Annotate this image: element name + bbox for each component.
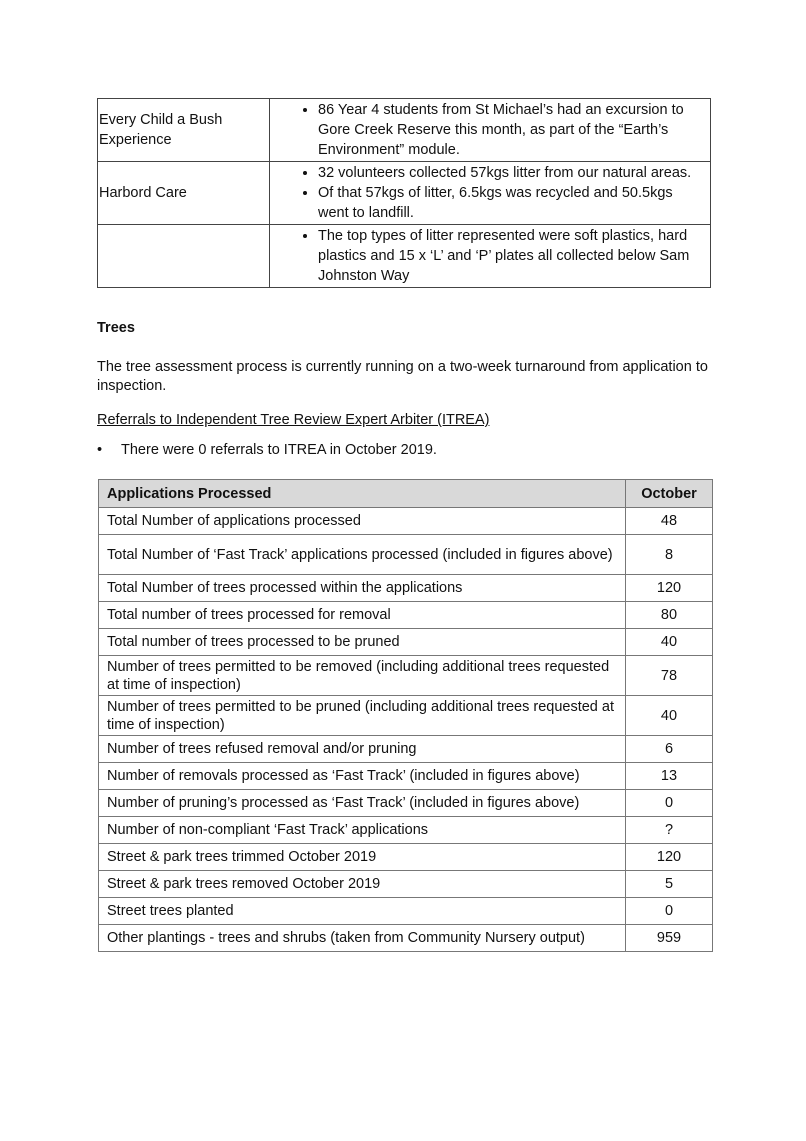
table-row bbox=[99, 602, 713, 629]
row-label: Total Number of applications processed bbox=[99, 508, 626, 535]
table-row bbox=[99, 508, 713, 535]
row-label: Number of trees permitted to be removed (including additional trees requested at time of inspection) bbox=[99, 656, 626, 696]
row-label: Number of trees permitted to be pruned (including additional trees requested at time of inspection) bbox=[99, 696, 626, 736]
row-value: 120 bbox=[626, 844, 713, 871]
table-row bbox=[99, 763, 713, 790]
row-label: Street trees planted bbox=[99, 898, 626, 925]
table-row bbox=[99, 898, 713, 925]
row-label: Total number of trees processed for removal bbox=[99, 602, 626, 629]
row-label: Total Number of trees processed within the applications bbox=[99, 575, 626, 602]
row-label: Number of non-compliant ‘Fast Track’ applications bbox=[99, 817, 626, 844]
row-value: 959 bbox=[626, 925, 713, 952]
list-item: • 32 volunteers collected 57kgs litter from our natural areas. bbox=[318, 163, 704, 183]
row-value: 48 bbox=[626, 508, 713, 535]
table-header-row bbox=[99, 480, 713, 508]
program-description bbox=[270, 225, 711, 288]
program-name: Harbord Care bbox=[98, 162, 270, 225]
row-value: 0 bbox=[626, 790, 713, 817]
bullet-icon: • bbox=[97, 442, 103, 458]
applications-table bbox=[98, 479, 713, 952]
table-row bbox=[99, 696, 713, 736]
table-row bbox=[99, 656, 713, 696]
table-row bbox=[98, 225, 711, 288]
row-label: Other plantings - trees and shrubs (taken from Community Nursery output) bbox=[99, 925, 626, 952]
table-row bbox=[99, 629, 713, 656]
row-value: 13 bbox=[626, 763, 713, 790]
row-value: 80 bbox=[626, 602, 713, 629]
row-label: Street & park trees trimmed October 2019 bbox=[99, 844, 626, 871]
row-value: ? bbox=[626, 817, 713, 844]
row-label: Number of pruning’s processed as ‘Fast Track’ (included in figures above) bbox=[99, 790, 626, 817]
table-row bbox=[99, 925, 713, 952]
referral-subheading: Referrals to Independent Tree Review Expert Arbiter (ITREA) bbox=[97, 412, 490, 428]
program-name bbox=[98, 225, 270, 288]
table-row bbox=[99, 535, 713, 575]
program-description bbox=[270, 162, 711, 225]
column-header-label: Applications Processed bbox=[99, 480, 626, 508]
table-row bbox=[99, 790, 713, 817]
row-value: 40 bbox=[626, 629, 713, 656]
list-item: • Of that 57kgs of litter, 6.5kgs was recycled and 50.5kgs went to landfill. bbox=[318, 183, 704, 223]
row-value: 8 bbox=[626, 535, 713, 575]
table-row bbox=[99, 817, 713, 844]
row-value: 40 bbox=[626, 696, 713, 736]
table-row bbox=[98, 162, 711, 225]
row-value: 120 bbox=[626, 575, 713, 602]
row-label: Number of trees refused removal and/or pruning bbox=[99, 736, 626, 763]
programs-table bbox=[97, 98, 711, 288]
referral-bullet bbox=[97, 442, 437, 458]
column-header-month: October bbox=[626, 480, 713, 508]
row-value: 0 bbox=[626, 898, 713, 925]
list-item: • 86 Year 4 students from St Michael’s had an excursion to Gore Creek Reserve this month, as part of the “Earth’s Environment” module. bbox=[318, 100, 704, 160]
row-value: 78 bbox=[626, 656, 713, 696]
row-value: 6 bbox=[626, 736, 713, 763]
referral-text: There were 0 referrals to ITREA in October 2019. bbox=[121, 442, 437, 458]
row-label: Total Number of ‘Fast Track’ applications processed (included in figures above) bbox=[99, 535, 626, 575]
row-label: Street & park trees removed October 2019 bbox=[99, 871, 626, 898]
row-label: Total number of trees processed to be pruned bbox=[99, 629, 626, 656]
list-item: • The top types of litter represented were soft plastics, hard plastics and 15 x ‘L’ and ‘P’ plates all collected below Sam Johnston Way bbox=[318, 226, 704, 286]
program-name: Every Child a Bush Experience bbox=[98, 99, 270, 162]
section-heading: Trees bbox=[97, 320, 135, 336]
table-row bbox=[99, 575, 713, 602]
program-description bbox=[270, 99, 711, 162]
table-row bbox=[99, 871, 713, 898]
table-row bbox=[99, 844, 713, 871]
table-row bbox=[98, 99, 711, 162]
row-label: Number of removals processed as ‘Fast Track’ (included in figures above) bbox=[99, 763, 626, 790]
row-value: 5 bbox=[626, 871, 713, 898]
section-paragraph: The tree assessment process is currently running on a two-week turnaround from application to inspection. bbox=[97, 359, 708, 394]
table-row bbox=[99, 736, 713, 763]
